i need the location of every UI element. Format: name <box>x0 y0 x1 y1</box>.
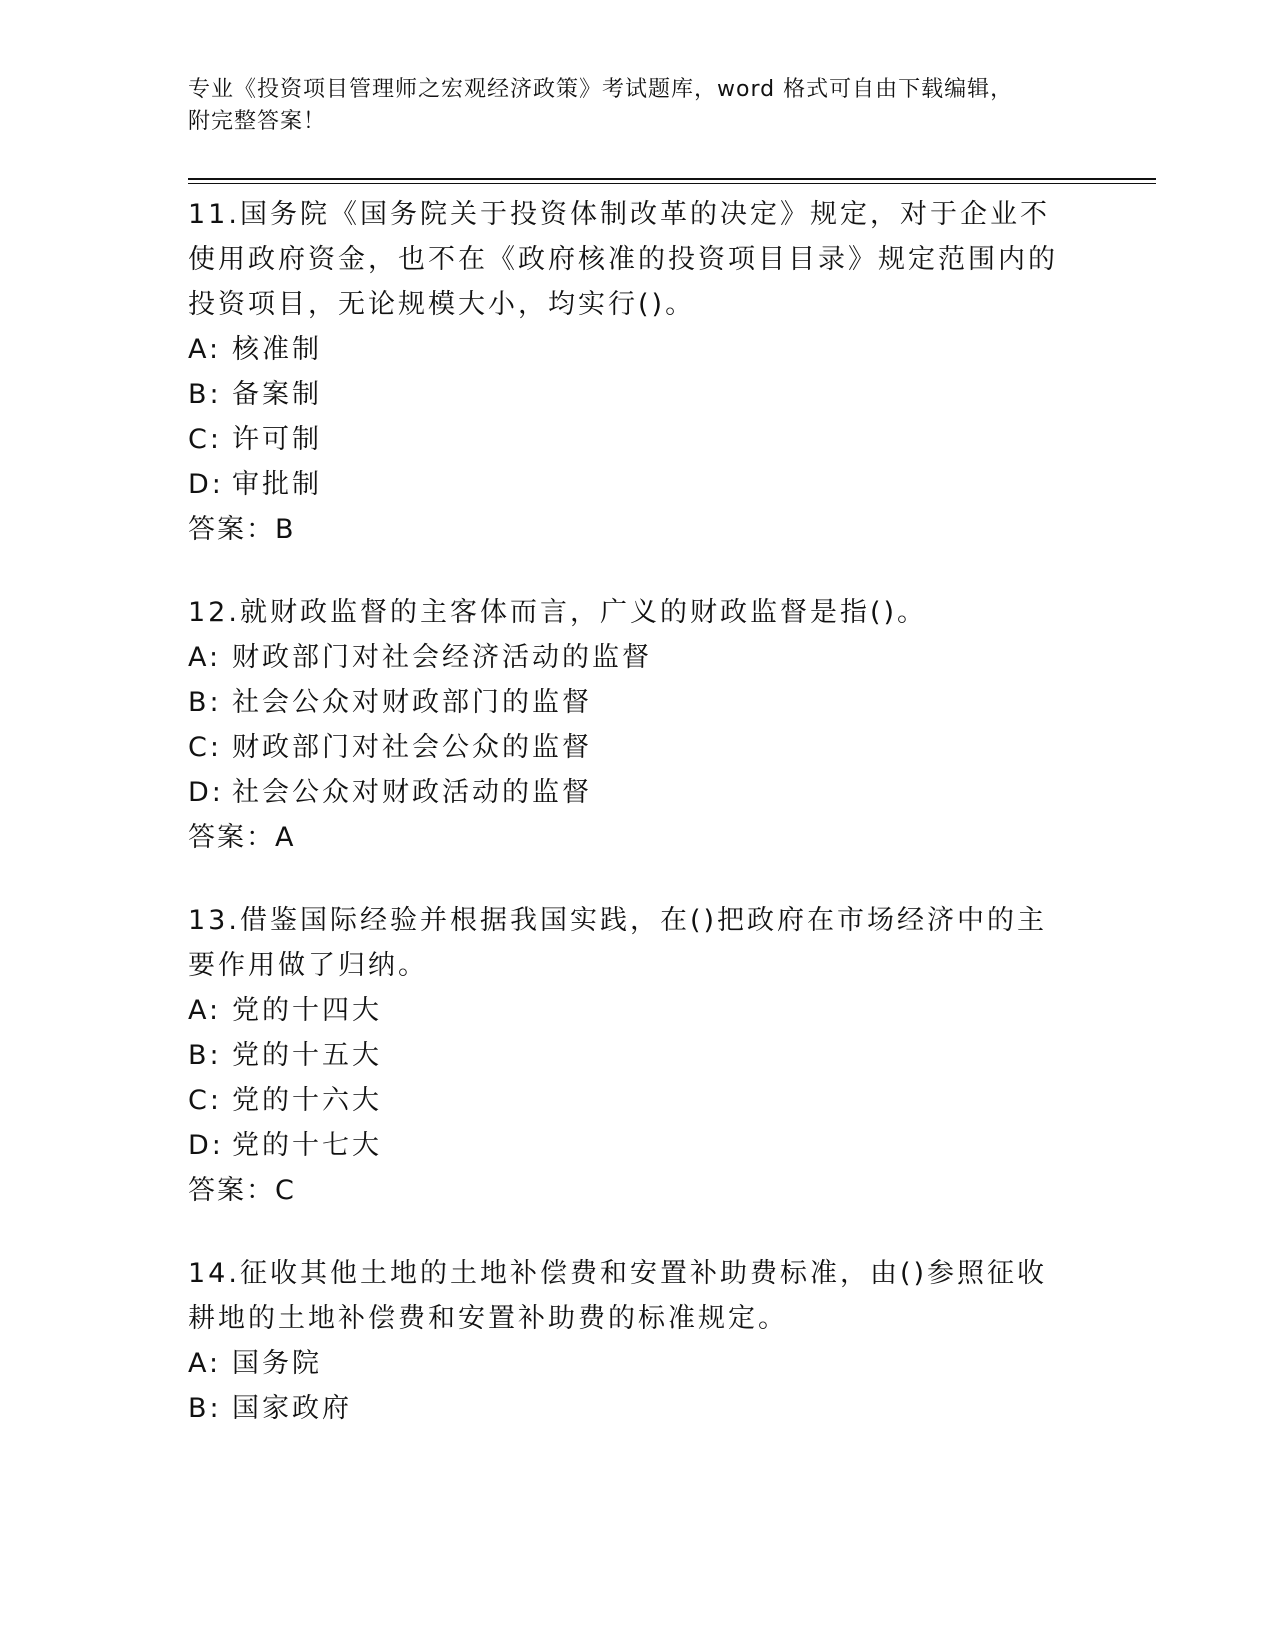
option-letter: C: <box>188 424 222 455</box>
question-stem: 13.借鉴国际经验并根据我国实践，在()把政府在市场经济中的主要作用做了归纳。 <box>188 905 1048 981</box>
header-line-1: 专业《投资项目管理师之宏观经济政策》考试题库，word 格式可自由下载编辑， <box>188 77 1014 102</box>
answer-line: 答案：C <box>188 1175 296 1206</box>
option-text: 党的十七大 <box>232 1130 382 1161</box>
option-d <box>188 462 1068 507</box>
option-d <box>188 770 1068 815</box>
question-stem: 11.国务院《国务院关于投资体制改革的决定》规定，对于企业不使用政府资金，也不在《政府核准的投资项目目录》规定范围内的投资项目，无论规模大小，均实行()。 <box>188 199 1058 320</box>
option-b <box>188 1386 1068 1431</box>
option-text: 核准制 <box>232 334 322 365</box>
question-13 <box>188 898 1068 1213</box>
option-text: 党的十六大 <box>232 1085 382 1116</box>
question-12 <box>188 590 1068 860</box>
option-letter: A: <box>188 1348 222 1379</box>
option-letter: D: <box>188 1130 224 1161</box>
question-list <box>188 192 1068 1469</box>
option-text: 党的十四大 <box>232 995 382 1026</box>
option-letter: C: <box>188 732 222 763</box>
option-text: 备案制 <box>232 379 322 410</box>
header-rule-thin <box>188 183 1156 184</box>
option-text: 审批制 <box>232 469 322 500</box>
option-text: 党的十五大 <box>232 1040 382 1071</box>
option-letter: A: <box>188 642 222 673</box>
option-text: 财政部门对社会公众的监督 <box>232 732 592 763</box>
option-c <box>188 417 1068 462</box>
option-text: 社会公众对财政活动的监督 <box>232 777 592 808</box>
option-text: 财政部门对社会经济活动的监督 <box>232 642 652 673</box>
option-c <box>188 725 1068 770</box>
option-text: 国务院 <box>232 1348 322 1379</box>
option-b <box>188 372 1068 417</box>
question-stem: 14.征收其他土地的土地补偿费和安置补助费标准，由()参照征收耕地的土地补偿费和安置补助费的标准规定。 <box>188 1258 1048 1334</box>
answer-line: 答案：A <box>188 822 296 853</box>
option-letter: A: <box>188 995 222 1026</box>
header-rule-thick <box>188 178 1156 180</box>
option-letter: D: <box>188 777 224 808</box>
option-d <box>188 1123 1068 1168</box>
option-letter: B: <box>188 687 222 718</box>
question-stem: 12.就财政监督的主客体而言，广义的财政监督是指()。 <box>188 597 928 628</box>
option-letter: D: <box>188 469 224 500</box>
question-14 <box>188 1251 1068 1431</box>
option-letter: C: <box>188 1085 222 1116</box>
option-text: 国家政府 <box>232 1393 352 1424</box>
option-a <box>188 1341 1068 1386</box>
option-c <box>188 1078 1068 1123</box>
header-line-2: 附完整答案！ <box>188 109 327 134</box>
option-b <box>188 1033 1068 1078</box>
option-letter: B: <box>188 1393 222 1424</box>
option-text: 社会公众对财政部门的监督 <box>232 687 592 718</box>
option-a <box>188 635 1068 680</box>
option-a <box>188 988 1068 1033</box>
option-text: 许可制 <box>232 424 322 455</box>
answer-line: 答案：B <box>188 514 296 545</box>
option-letter: B: <box>188 379 222 410</box>
document-header <box>188 74 1088 138</box>
question-11 <box>188 192 1068 552</box>
option-a <box>188 327 1068 372</box>
option-letter: B: <box>188 1040 222 1071</box>
option-b <box>188 680 1068 725</box>
option-letter: A: <box>188 334 222 365</box>
